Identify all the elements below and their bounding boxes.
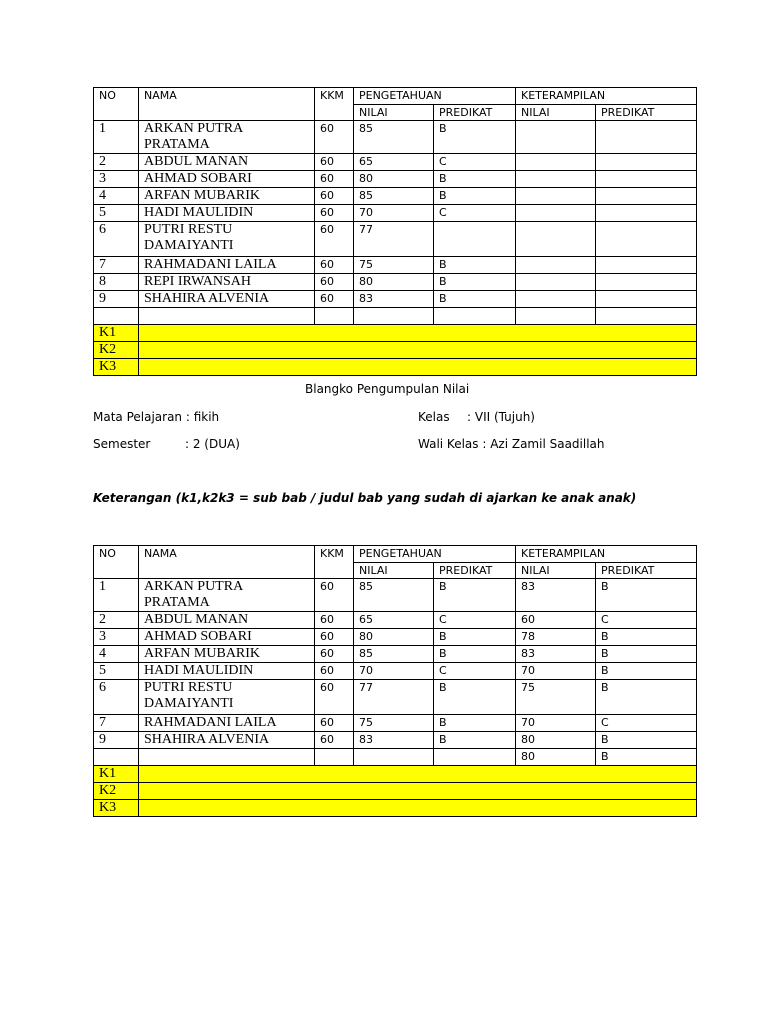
- cell-nilai-pengetahuan: 85: [354, 121, 434, 154]
- k-label: K2: [94, 783, 139, 800]
- cell-nama: REPI IRWANSAH: [139, 274, 315, 291]
- student-row: [94, 257, 697, 274]
- cell-no: 1: [94, 579, 139, 612]
- cell-nilai-keterampilan: [516, 291, 596, 308]
- header-no: NO: [94, 546, 139, 579]
- cell-nilai-keterampilan: 75: [516, 680, 596, 715]
- k-label: K3: [94, 359, 139, 376]
- cell-kkm: 60: [315, 154, 354, 171]
- k-cell: [139, 783, 697, 800]
- cell-predikat-pengetahuan: B: [434, 680, 516, 715]
- cell-predikat-keterampilan: [596, 308, 697, 325]
- cell-no: 3: [94, 629, 139, 646]
- cell-predikat-keterampilan: [596, 188, 697, 205]
- subheader-predikat-pengetahuan: PREDIKAT: [434, 105, 516, 121]
- cell-predikat-pengetahuan: C: [434, 663, 516, 680]
- cell-nama: ABDUL MANAN: [139, 154, 315, 171]
- cell-predikat-keterampilan: [596, 121, 697, 154]
- cell-predikat-keterampilan: C: [596, 612, 697, 629]
- cell-no: 7: [94, 715, 139, 732]
- cell-nama: HADI MAULIDIN: [139, 205, 315, 222]
- cell-nama: ARKAN PUTRA PRATAMA: [139, 579, 315, 612]
- cell-no: 4: [94, 646, 139, 663]
- student-row: [94, 154, 697, 171]
- cell-nama: ARFAN MUBARIK: [139, 646, 315, 663]
- semester-label: Semester: [93, 437, 151, 451]
- cell-predikat-pengetahuan: B: [434, 579, 516, 612]
- cell-predikat-keterampilan: B: [596, 629, 697, 646]
- student-row: [94, 222, 697, 257]
- k-row: [94, 342, 697, 359]
- cell-nilai-pengetahuan: [354, 308, 434, 325]
- subheader-nilai-pengetahuan: NILAI: [354, 563, 434, 579]
- cell-no: 4: [94, 188, 139, 205]
- cell-no: 2: [94, 154, 139, 171]
- cell-kkm: 60: [315, 257, 354, 274]
- k-label: K3: [94, 800, 139, 817]
- cell-nilai-keterampilan: 83: [516, 579, 596, 612]
- student-row: [94, 579, 697, 612]
- subheader-predikat-pengetahuan: PREDIKAT: [434, 563, 516, 579]
- cell-predikat-pengetahuan: B: [434, 732, 516, 749]
- cell-kkm: 60: [315, 663, 354, 680]
- cell-predikat-keterampilan: [596, 222, 697, 257]
- class-label: Kelas: [418, 410, 450, 424]
- cell-no: 7: [94, 257, 139, 274]
- cell-no: 6: [94, 222, 139, 257]
- cell-kkm: 60: [315, 579, 354, 612]
- cell-kkm: 60: [315, 205, 354, 222]
- k-row: [94, 800, 697, 817]
- cell-nilai-pengetahuan: 85: [354, 188, 434, 205]
- cell-nilai-keterampilan: 83: [516, 646, 596, 663]
- cell-nama: SHAHIRA ALVENIA: [139, 732, 315, 749]
- cell-nilai-keterampilan: 70: [516, 663, 596, 680]
- cell-kkm: 60: [315, 732, 354, 749]
- cell-predikat-keterampilan: B: [596, 749, 697, 766]
- cell-nilai-pengetahuan: 85: [354, 646, 434, 663]
- cell-predikat-pengetahuan: B: [434, 274, 516, 291]
- k-label: K2: [94, 342, 139, 359]
- cell-nilai-keterampilan: [516, 257, 596, 274]
- cell-no: 6: [94, 680, 139, 715]
- header-kkm: KKM: [315, 546, 354, 579]
- cell-kkm: [315, 749, 354, 766]
- k-cell: [139, 325, 697, 342]
- cell-nama: AHMAD SOBARI: [139, 629, 315, 646]
- cell-predikat-pengetahuan: B: [434, 646, 516, 663]
- cell-nama: RAHMADANI LAILA: [139, 257, 315, 274]
- cell-nilai-pengetahuan: 83: [354, 732, 434, 749]
- cell-no: 1: [94, 121, 139, 154]
- subject-label: Mata Pelajaran : fikih: [93, 410, 220, 424]
- cell-no: 5: [94, 205, 139, 222]
- cell-nama: SHAHIRA ALVENIA: [139, 291, 315, 308]
- header-no: NO: [94, 88, 139, 121]
- k-row: [94, 783, 697, 800]
- cell-predikat-pengetahuan: B: [434, 121, 516, 154]
- cell-predikat-pengetahuan: B: [434, 629, 516, 646]
- cell-predikat-pengetahuan: B: [434, 257, 516, 274]
- student-row: [94, 749, 697, 766]
- cell-nilai-keterampilan: [516, 222, 596, 257]
- grade-table-2: [93, 545, 697, 817]
- student-row: [94, 188, 697, 205]
- cell-kkm: [315, 308, 354, 325]
- cell-no: 3: [94, 171, 139, 188]
- cell-nama: HADI MAULIDIN: [139, 663, 315, 680]
- cell-predikat-pengetahuan: C: [434, 205, 516, 222]
- k-cell: [139, 359, 697, 376]
- homeroom-teacher: Wali Kelas : Azi Zamil Saadillah: [418, 437, 605, 451]
- cell-kkm: 60: [315, 171, 354, 188]
- cell-no: 9: [94, 732, 139, 749]
- cell-kkm: 60: [315, 222, 354, 257]
- student-row: [94, 663, 697, 680]
- cell-no: 2: [94, 612, 139, 629]
- k-label: K1: [94, 325, 139, 342]
- cell-predikat-keterampilan: [596, 257, 697, 274]
- cell-nilai-keterampilan: 60: [516, 612, 596, 629]
- cell-nama: ABDUL MANAN: [139, 612, 315, 629]
- class-value: : VII (Tujuh): [467, 410, 535, 424]
- cell-kkm: 60: [315, 188, 354, 205]
- k-cell: [139, 766, 697, 783]
- cell-predikat-pengetahuan: C: [434, 612, 516, 629]
- cell-no: 5: [94, 663, 139, 680]
- subheader-predikat-keterampilan: PREDIKAT: [596, 105, 697, 121]
- cell-no: 9: [94, 291, 139, 308]
- cell-predikat-pengetahuan: C: [434, 154, 516, 171]
- note-text: Keterangan (k1,k2k3 = sub bab / judul bab yang sudah di ajarkan ke anak anak): [93, 491, 637, 505]
- cell-nilai-pengetahuan: 83: [354, 291, 434, 308]
- cell-nilai-pengetahuan: 80: [354, 274, 434, 291]
- cell-nilai-pengetahuan: 77: [354, 222, 434, 257]
- cell-predikat-keterampilan: [596, 154, 697, 171]
- student-row: [94, 715, 697, 732]
- header-pengetahuan: PENGETAHUAN: [354, 546, 516, 563]
- cell-no: [94, 749, 139, 766]
- cell-predikat-pengetahuan: [434, 749, 516, 766]
- cell-nama: ARKAN PUTRA PRATAMA: [139, 121, 315, 154]
- cell-predikat-pengetahuan: B: [434, 171, 516, 188]
- cell-predikat-pengetahuan: [434, 222, 516, 257]
- cell-predikat-keterampilan: [596, 171, 697, 188]
- student-row: [94, 205, 697, 222]
- cell-nilai-pengetahuan: 75: [354, 715, 434, 732]
- header-keterampilan: KETERAMPILAN: [516, 88, 697, 105]
- cell-nama: AHMAD SOBARI: [139, 171, 315, 188]
- cell-nilai-keterampilan: [516, 308, 596, 325]
- cell-nilai-pengetahuan: 77: [354, 680, 434, 715]
- cell-nama: RAHMADANI LAILA: [139, 715, 315, 732]
- cell-predikat-keterampilan: B: [596, 646, 697, 663]
- cell-kkm: 60: [315, 291, 354, 308]
- cell-predikat-keterampilan: [596, 274, 697, 291]
- cell-nilai-keterampilan: 70: [516, 715, 596, 732]
- cell-kkm: 60: [315, 121, 354, 154]
- student-row: [94, 308, 697, 325]
- cell-nilai-pengetahuan: 70: [354, 205, 434, 222]
- cell-no: [94, 308, 139, 325]
- header-kkm: KKM: [315, 88, 354, 121]
- cell-predikat-pengetahuan: [434, 308, 516, 325]
- cell-predikat-keterampilan: [596, 205, 697, 222]
- cell-predikat-keterampilan: C: [596, 715, 697, 732]
- header-pengetahuan: PENGETAHUAN: [354, 88, 516, 105]
- student-row: [94, 646, 697, 663]
- cell-no: 8: [94, 274, 139, 291]
- student-row: [94, 680, 697, 715]
- cell-nilai-pengetahuan: 85: [354, 579, 434, 612]
- student-row: [94, 629, 697, 646]
- cell-predikat-pengetahuan: B: [434, 188, 516, 205]
- cell-predikat-pengetahuan: B: [434, 291, 516, 308]
- cell-nama: [139, 749, 315, 766]
- k-label: K1: [94, 766, 139, 783]
- cell-predikat-keterampilan: B: [596, 579, 697, 612]
- student-row: [94, 121, 697, 154]
- cell-nilai-keterampilan: 80: [516, 732, 596, 749]
- cell-predikat-keterampilan: B: [596, 680, 697, 715]
- cell-predikat-keterampilan: B: [596, 663, 697, 680]
- subheader-nilai-keterampilan: NILAI: [516, 563, 596, 579]
- cell-nama: [139, 308, 315, 325]
- cell-kkm: 60: [315, 612, 354, 629]
- cell-nilai-keterampilan: [516, 274, 596, 291]
- cell-kkm: 60: [315, 715, 354, 732]
- header-keterampilan: KETERAMPILAN: [516, 546, 697, 563]
- cell-kkm: 60: [315, 646, 354, 663]
- cell-nama: ARFAN MUBARIK: [139, 188, 315, 205]
- cell-predikat-keterampilan: B: [596, 732, 697, 749]
- k-row: [94, 325, 697, 342]
- cell-nilai-keterampilan: [516, 205, 596, 222]
- header-nama: NAMA: [139, 88, 315, 121]
- form-title: Blangko Pengumpulan Nilai: [305, 382, 470, 396]
- subheader-predikat-keterampilan: PREDIKAT: [596, 563, 697, 579]
- cell-predikat-pengetahuan: B: [434, 715, 516, 732]
- student-row: [94, 732, 697, 749]
- cell-nilai-keterampilan: [516, 171, 596, 188]
- cell-nilai-pengetahuan: [354, 749, 434, 766]
- cell-nilai-pengetahuan: 65: [354, 612, 434, 629]
- cell-kkm: 60: [315, 680, 354, 715]
- semester-value: : 2 (DUA): [185, 437, 240, 451]
- cell-nilai-keterampilan: [516, 188, 596, 205]
- cell-nilai-pengetahuan: 70: [354, 663, 434, 680]
- student-row: [94, 274, 697, 291]
- cell-nama: PUTRI RESTU DAMAIYANTI: [139, 680, 315, 715]
- k-cell: [139, 800, 697, 817]
- header-nama: NAMA: [139, 546, 315, 579]
- cell-nilai-keterampilan: 78: [516, 629, 596, 646]
- cell-nilai-pengetahuan: 65: [354, 154, 434, 171]
- grade-table-1: [93, 87, 697, 376]
- subheader-nilai-pengetahuan: NILAI: [354, 105, 434, 121]
- subheader-nilai-keterampilan: NILAI: [516, 105, 596, 121]
- cell-nilai-pengetahuan: 80: [354, 171, 434, 188]
- cell-nilai-pengetahuan: 80: [354, 629, 434, 646]
- student-row: [94, 171, 697, 188]
- student-row: [94, 291, 697, 308]
- k-row: [94, 359, 697, 376]
- cell-nilai-keterampilan: [516, 121, 596, 154]
- cell-predikat-keterampilan: [596, 291, 697, 308]
- cell-nilai-pengetahuan: 75: [354, 257, 434, 274]
- cell-nilai-keterampilan: 80: [516, 749, 596, 766]
- cell-nilai-keterampilan: [516, 154, 596, 171]
- k-row: [94, 766, 697, 783]
- cell-nama: PUTRI RESTU DAMAIYANTI: [139, 222, 315, 257]
- cell-kkm: 60: [315, 629, 354, 646]
- cell-kkm: 60: [315, 274, 354, 291]
- student-row: [94, 612, 697, 629]
- k-cell: [139, 342, 697, 359]
